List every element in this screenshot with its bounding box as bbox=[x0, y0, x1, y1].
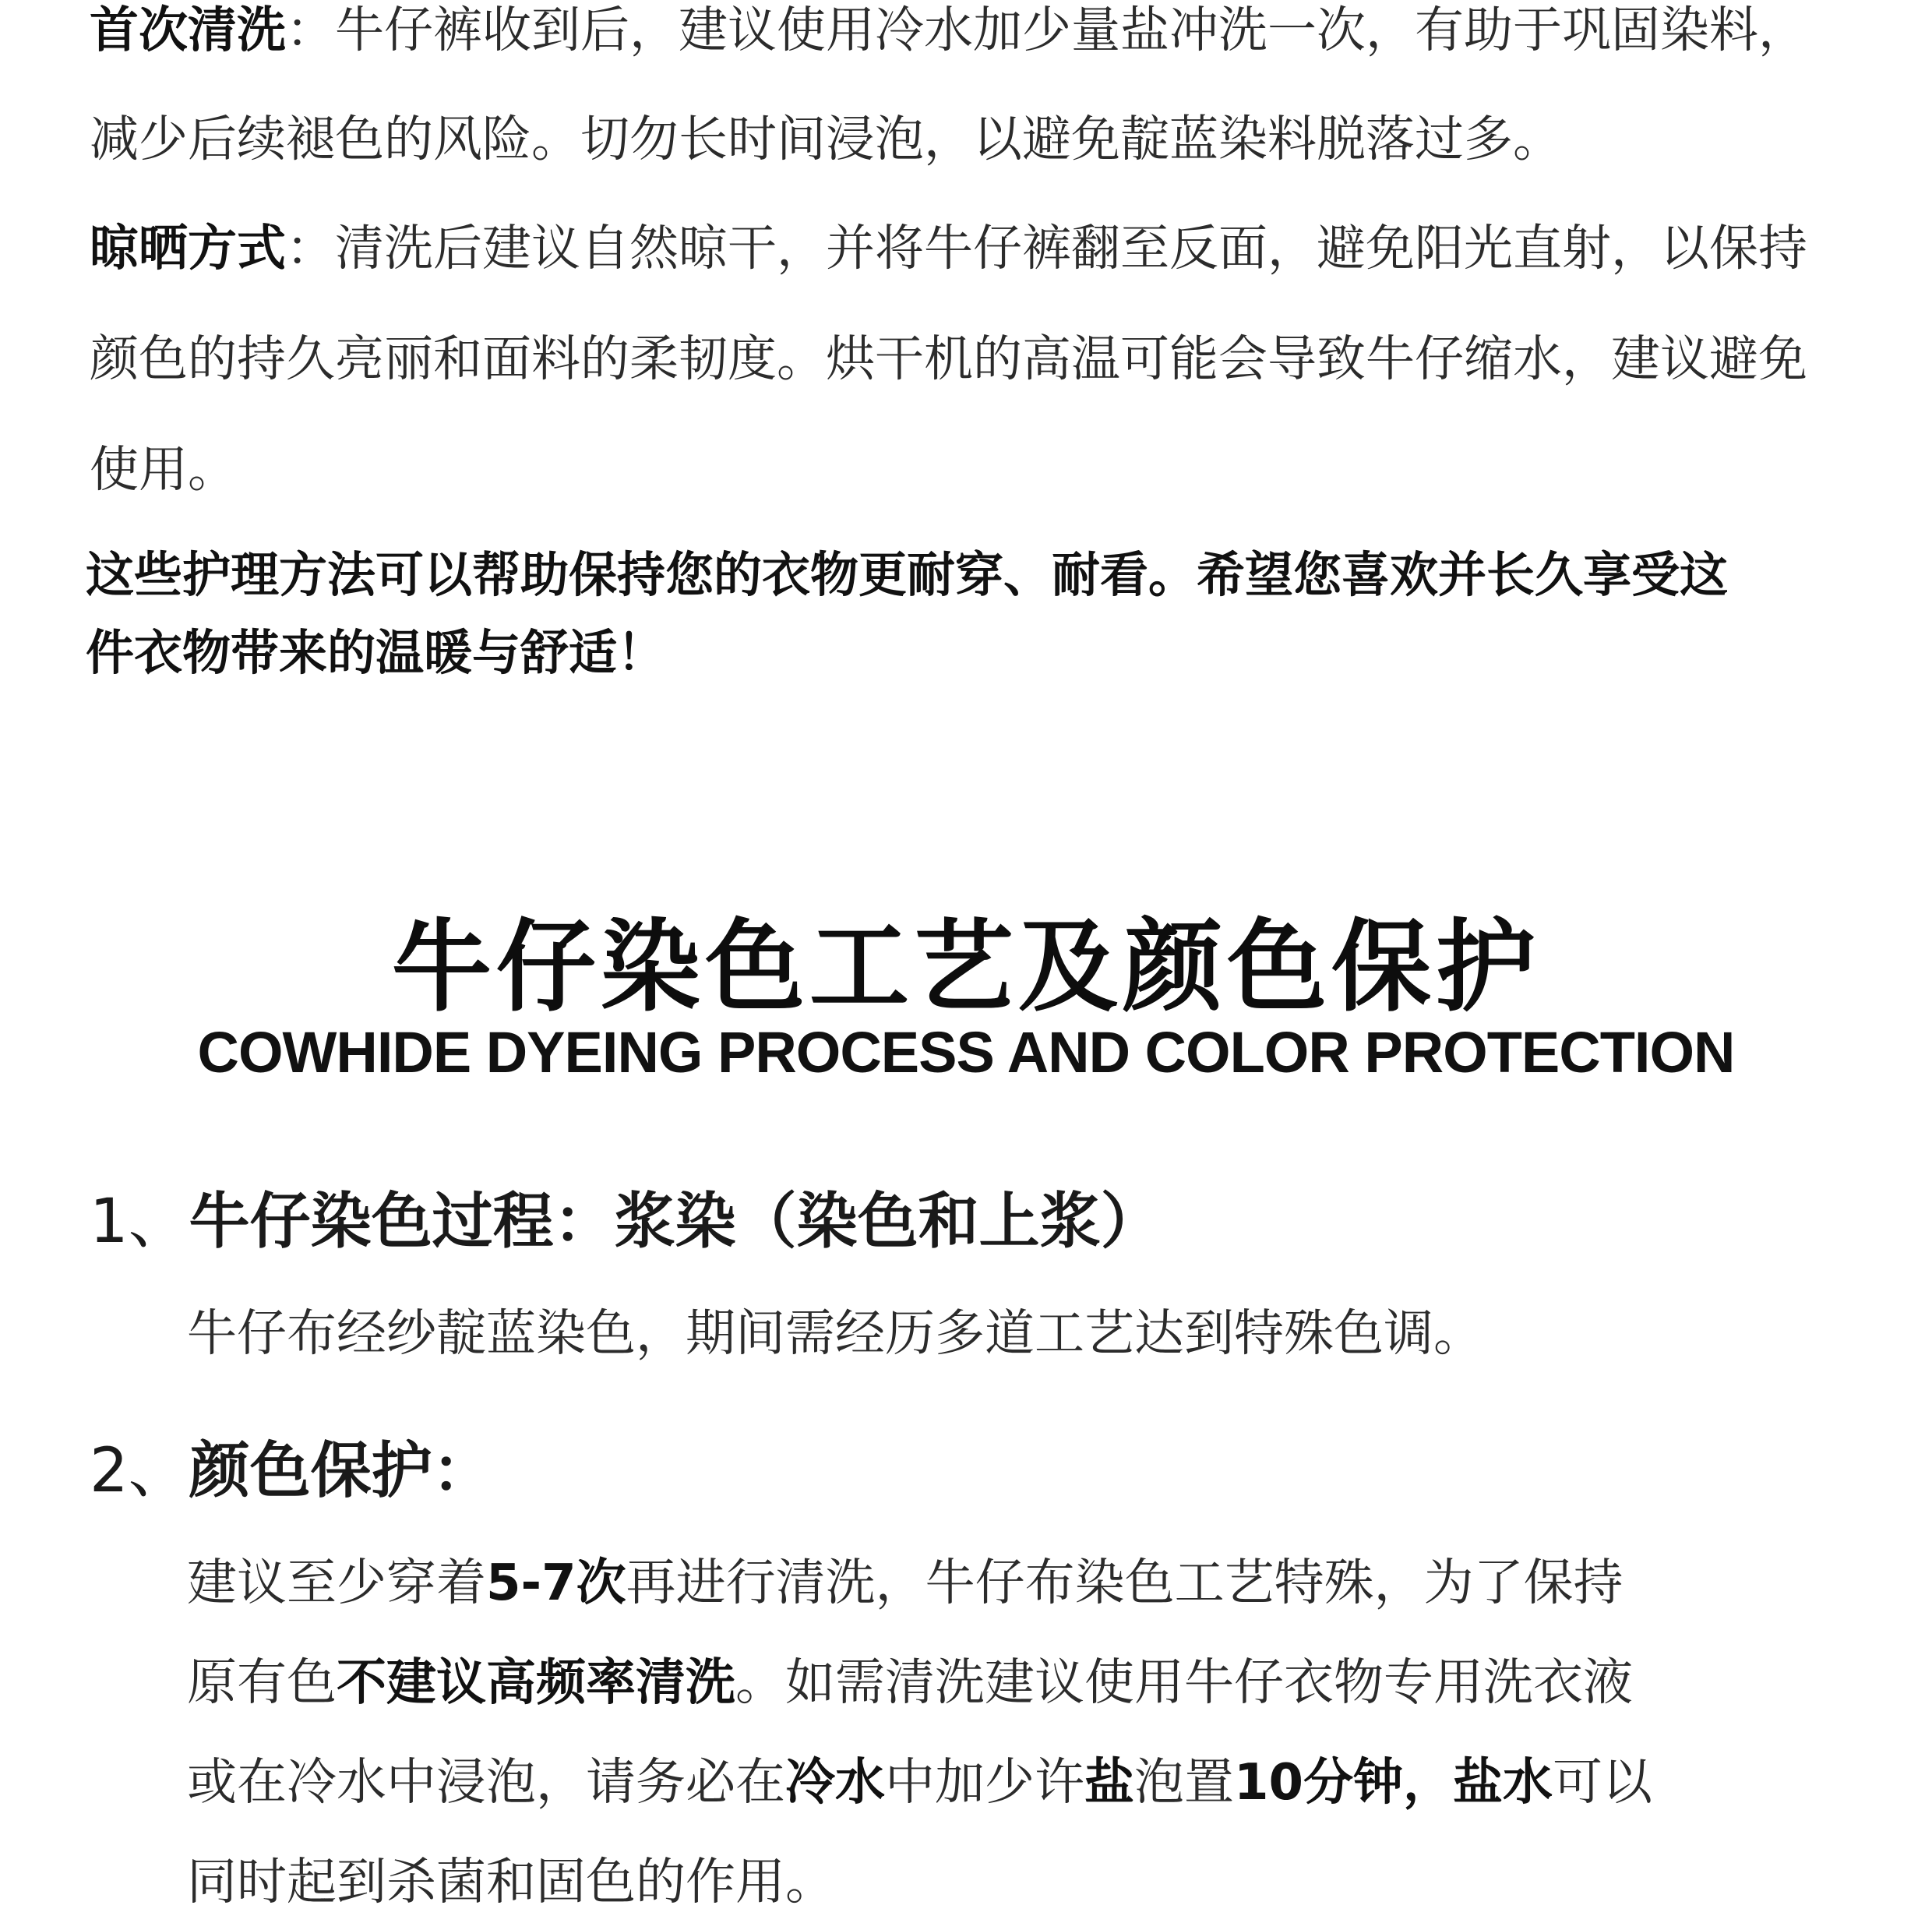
drying-text-3: 使用。 bbox=[90, 441, 237, 498]
item-2-l2-c: 。如需清洗建议使用牛仔衣物专用洗衣液 bbox=[735, 1654, 1633, 1712]
item-2-line-1 bbox=[187, 1543, 1624, 1614]
closing-line-2: 件衣物带来的温暖与舒适！ bbox=[86, 624, 666, 681]
item-2-l3-e: 泡置 bbox=[1134, 1754, 1234, 1812]
drying-line-2 bbox=[90, 319, 1807, 390]
drying-line-3 bbox=[90, 430, 237, 501]
item-2-l2-a: 原有色 bbox=[187, 1654, 337, 1712]
item-1-number: 1、 bbox=[90, 1187, 189, 1257]
drying-text-2: 颜色的持久亮丽和面料的柔韧度。烘干机的高温可能会导致牛仔缩水，建议避免 bbox=[90, 330, 1807, 387]
item-2-l1-b: 5-7次 bbox=[486, 1554, 626, 1612]
item-2-number: 2、 bbox=[90, 1436, 189, 1506]
section-title-en: COWHIDE DYEING PROCESS AND COLOR PROTECTION bbox=[197, 1020, 1735, 1085]
item-2-l3-d: 盐 bbox=[1084, 1754, 1134, 1812]
first-wash-text-1: 牛仔裤收到后，建议使用冷水加少量盐冲洗一次，有助于巩固染料， bbox=[335, 2, 1807, 58]
first-wash-sep: ： bbox=[286, 2, 335, 58]
drying-sep: ： bbox=[286, 220, 335, 277]
item-2-l3-b: 冷水 bbox=[785, 1754, 885, 1812]
item-2-l3-a: 或在冷水中浸泡，请务必在 bbox=[187, 1754, 785, 1812]
item-2-l2-b: 不建议高频率清洗 bbox=[337, 1654, 735, 1712]
item-1-body: 牛仔布经纱靛蓝染色，期间需经历多道工艺达到特殊色调。 bbox=[187, 1305, 1483, 1363]
first-wash-text-2: 减少后续褪色的风险。切勿长时间浸泡，以避免靛蓝染料脱落过多。 bbox=[90, 111, 1562, 168]
item-2-l3-f: 10分钟，盐水 bbox=[1234, 1754, 1553, 1812]
drying-label: 晾晒方式 bbox=[90, 220, 286, 277]
first-wash-line-2 bbox=[90, 100, 1562, 171]
first-wash-label: 首次清洗 bbox=[90, 2, 286, 58]
item-2-line-4: 同时起到杀菌和固色的作用。 bbox=[187, 1854, 835, 1911]
section-title-cn: 牛仔染色工艺及颜色保护 bbox=[391, 909, 1540, 1025]
item-2-line-2 bbox=[187, 1642, 1633, 1714]
drying-line-1 bbox=[90, 209, 1807, 280]
item-2-heading-text: 颜色保护： bbox=[189, 1436, 493, 1506]
item-2-heading bbox=[90, 1422, 493, 1509]
item-1-heading-text: 牛仔染色过程：浆染（染色和上浆） bbox=[189, 1187, 1162, 1257]
item-2-l3-g: 可以 bbox=[1553, 1754, 1653, 1812]
item-1-heading bbox=[90, 1173, 1162, 1260]
item-2-l1-a: 建议至少穿着 bbox=[187, 1554, 486, 1612]
closing-line-1: 这些护理方法可以帮助保持您的衣物更耐穿、耐看。希望您喜欢并长久享受这 bbox=[86, 546, 1729, 603]
item-2-l3-c: 中加少许 bbox=[885, 1754, 1084, 1812]
drying-text-1: 清洗后建议自然晾干，并将牛仔裤翻至反面，避免阳光直射，以保持 bbox=[335, 220, 1807, 277]
first-wash-line-1 bbox=[90, 0, 1807, 62]
item-2-l1-c: 再进行清洗，牛仔布染色工艺特殊，为了保持 bbox=[626, 1554, 1624, 1612]
item-2-line-3 bbox=[187, 1742, 1652, 1814]
